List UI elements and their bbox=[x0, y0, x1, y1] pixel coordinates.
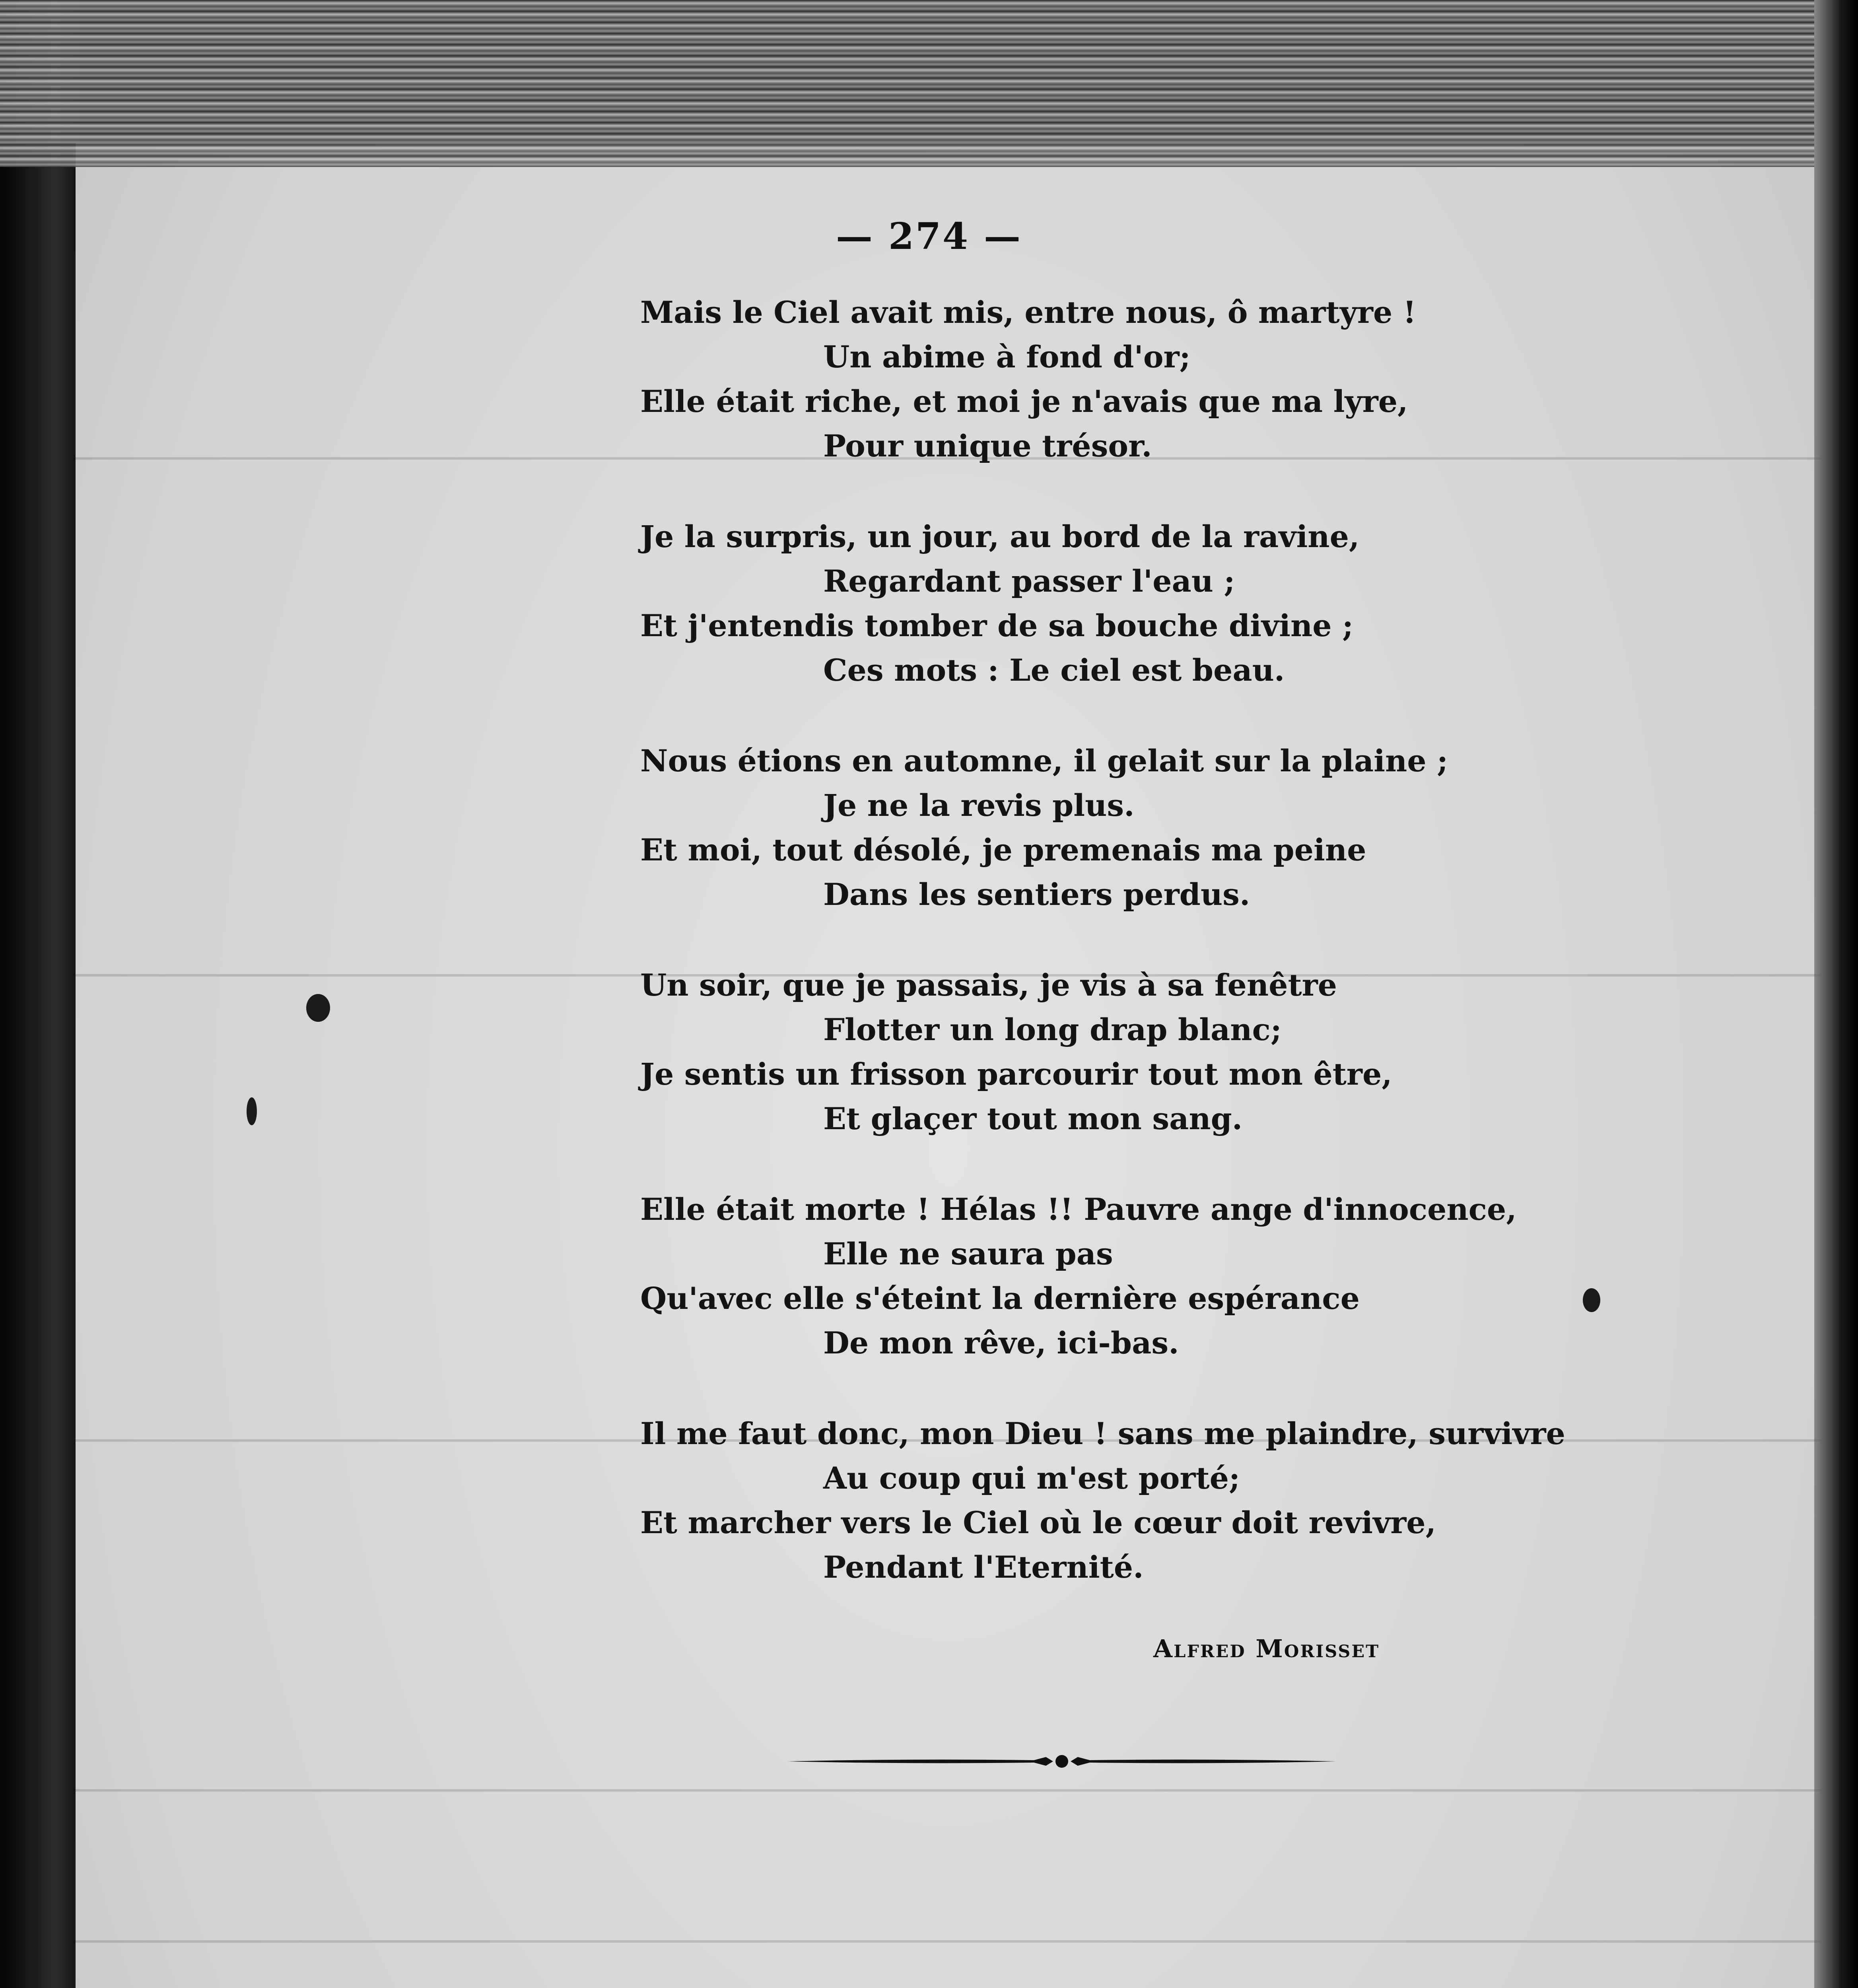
poem-line: Pour unique trésor. bbox=[823, 428, 1152, 464]
page-number: — 274 — bbox=[836, 215, 1022, 258]
poem-line: Mais le Ciel avait mis, entre nous, ô martyre ! bbox=[640, 295, 1417, 330]
poem-line: De mon rêve, ici-bas. bbox=[823, 1325, 1179, 1361]
poem-line: Nous étions en automne, il gelait sur la plaine ; bbox=[640, 743, 1448, 779]
poem-line: Qu'avec elle s'éteint la dernière espérance bbox=[640, 1281, 1360, 1316]
poem-line: Elle ne saura pas bbox=[823, 1236, 1113, 1272]
poem-line: Il me faut donc, mon Dieu ! sans me plaindre, survivre bbox=[640, 1416, 1565, 1451]
poem-line: Elle était riche, et moi je n'avais que ma lyre, bbox=[640, 384, 1408, 419]
faint-rule bbox=[76, 1940, 1821, 1943]
poem-line: Et glaçer tout mon sang. bbox=[823, 1101, 1243, 1136]
poem-line: Et moi, tout désolé, je premenais ma peine bbox=[640, 832, 1366, 868]
poem-line: Pendant l'Eternité. bbox=[823, 1549, 1144, 1585]
poem-line: Je la surpris, un jour, au bord de la ravine, bbox=[640, 519, 1360, 554]
stanza bbox=[640, 963, 1595, 1141]
stanza bbox=[640, 290, 1595, 468]
poem-line: Ces mots : Le ciel est beau. bbox=[823, 652, 1285, 688]
poem bbox=[640, 290, 1595, 1636]
poem-line: Je sentis un frisson parcourir tout mon être, bbox=[640, 1056, 1392, 1092]
stanza bbox=[640, 739, 1595, 917]
faint-rule bbox=[76, 1789, 1821, 1792]
poem-line: Flotter un long drap blanc; bbox=[823, 1012, 1282, 1047]
page-top-edge bbox=[0, 0, 1858, 167]
ink-speck bbox=[247, 1097, 257, 1125]
poem-line: Un abime à fond d'or; bbox=[823, 339, 1191, 375]
stanza bbox=[640, 1411, 1595, 1590]
poem-line: Regardant passer l'eau ; bbox=[823, 563, 1235, 599]
page-right-edge bbox=[1814, 0, 1858, 1988]
poem-line: Au coup qui m'est porté; bbox=[823, 1460, 1240, 1496]
stanza bbox=[640, 514, 1595, 693]
poem-line: Et marcher vers le Ciel où le cœur doit revivre, bbox=[640, 1505, 1436, 1540]
stanza bbox=[640, 1187, 1595, 1365]
ornamental-divider-icon bbox=[787, 1747, 1336, 1775]
poem-line: Dans les sentiers perdus. bbox=[823, 877, 1250, 912]
poem-line: Elle était morte ! Hélas !! Pauvre ange d'innocence, bbox=[640, 1192, 1517, 1227]
poem-line: Je ne la revis plus. bbox=[823, 788, 1135, 823]
poem-line: Un soir, que je passais, je vis à sa fenêtre bbox=[640, 967, 1337, 1003]
ink-speck bbox=[306, 994, 330, 1022]
poem-line: Et j'entendis tomber de sa bouche divine ; bbox=[640, 608, 1354, 643]
book-spine-edge bbox=[0, 0, 80, 1988]
author-signature: Alfred Morisset bbox=[1153, 1634, 1380, 1663]
